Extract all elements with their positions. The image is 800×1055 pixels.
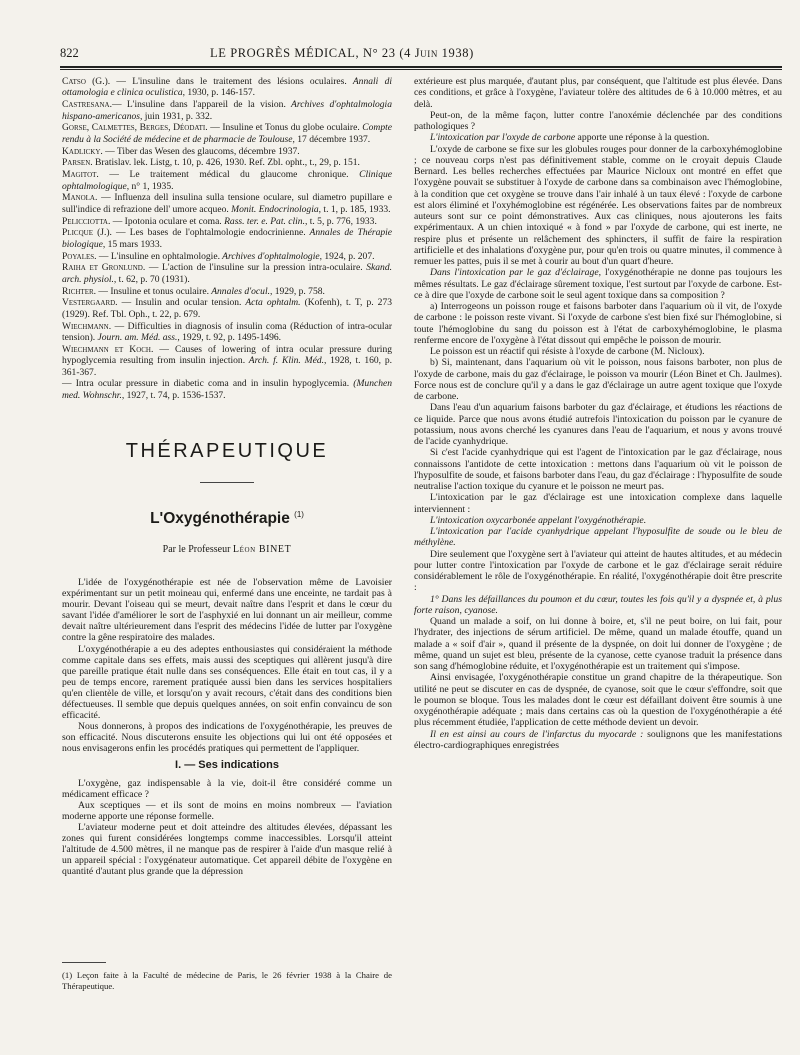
paragraph [414, 267, 782, 301]
reference-author: Wiechmann. [62, 320, 112, 332]
paragraph-text: Peut-on, de la même façon, lutter contre l'anoxémie déclenchée par des conditions pathologiques ? [414, 109, 782, 132]
header-rule [60, 66, 782, 70]
reference-source: Compte rendu à la Société de médecine et de pharmacie de Toulouse [62, 122, 392, 145]
reference-text: — Le traitement médical du glaucome chronique. [98, 169, 349, 181]
paragraph [414, 76, 782, 110]
paragraph [414, 301, 782, 346]
article-byline [62, 544, 392, 555]
paragraph [414, 110, 782, 133]
paragraph-text: Dans l'eau d'un aquarium faisons barboter du gaz d'éclairage, et étudions les réactions de ce liquide. Parce que nous avons étudié autrefois l'intoxication du poisson par le cyanure de potassium, nous avons cherché les cyanures dans l'eau de l'aquarium, et nous y avons trouvé de l'acide cyanhydrique. [414, 402, 782, 447]
article-title [62, 510, 392, 528]
reference-source: Journ. am. Méd. ass. [95, 332, 178, 344]
reference-text: — Insuline et Tonus du globe oculaire. [207, 122, 360, 134]
reference-source: Acta ophtalm. [241, 297, 301, 309]
paragraph [414, 526, 782, 549]
reference-entry [62, 99, 392, 122]
reference-text: — Intra ocular pressure in diabetic coma and in insulin hypoglycemia. [62, 378, 350, 390]
reference-text: — Insulin and ocular tension. [117, 297, 242, 309]
reference-author: Catso (G.). [62, 76, 111, 87]
reference-source: Annales d'ocul. [208, 285, 270, 297]
reference-author: Parsen. [62, 157, 93, 169]
section-title: THÉRAPEUTIQUE [125, 440, 329, 462]
reference-entry [62, 146, 392, 157]
reference-author: Manola. [62, 192, 98, 204]
reference-entry [62, 321, 392, 344]
paragraph [414, 616, 782, 672]
italic-lead: Dans l'intoxication par le gaz d'éclairage, [430, 267, 602, 279]
reference-text: — L'insuline dans le traitement des lésions oculaires. [110, 76, 347, 87]
reference-entry [62, 378, 392, 401]
reference-text: — Insuline et tonus oculaire. [96, 285, 209, 297]
paragraph-text: Ainsi envisagée, l'oxygénothérapie constitue un grand chapitre de la thérapeutique. Son utilité ne peut se discuter en cas de dyspnée, de cyanose, soit que le cœur s'effondre, soit que le poumon se bloque. Tous les malades dont le cœur est défaillant doivent être soumis à une oxygénothérapie adéquate ; mais dans certains cas où la question de l'oxygénothérapie a été plus récemment étudiée, l'application de cette méthode devient un devoir. [414, 672, 782, 729]
paragraph-text: soulignons que les manifestations électro-cardiographiques enregistrées [414, 728, 782, 751]
reference-text: — Influenza dell insulina sulla tensione oculare, sul diametro pupillare e sull'indice di refrazione dell' umore acqueo. [62, 192, 392, 215]
reference-author: Kadlicky. [62, 145, 103, 157]
article-title-note: (1) [294, 510, 304, 519]
italic-lead: Il en est ainsi au cours de l'infarctus du myocarde : [430, 728, 644, 740]
italic-lead: L'intoxication oxycarbonée appelant l'oxygénothérapie. [430, 514, 647, 526]
article-body-right [414, 76, 782, 751]
reference-entry [62, 344, 392, 378]
reference-text: — Difficulties in diagnosis of insulin coma (Réduction of intra-ocular tension). [62, 320, 392, 344]
paragraph: Nous donnerons, à propos des indications de l'oxygénothérapie, les preuves de son efficacité. Nous discuterons ensuite les objections qui lui ont été opposées et nous envisagerons enfin les procédés pratiques qui permettent de l'appliquer. [62, 721, 392, 755]
reference-entry [62, 76, 392, 99]
reference-tail: , 1929, t. 92, p. 1495-1496. [177, 332, 282, 344]
reference-source: (Munchen med. Wohnschr. [62, 378, 392, 401]
byline-prefix: Par le Professeur [162, 544, 233, 555]
reference-tail: , 1924, p. 207. [319, 250, 375, 262]
subsection-heading: I. — Ses indications [175, 758, 279, 771]
paragraph-text: Le poisson est un réactif qui résiste à l'oxyde de carbone (M. Nicloux). [430, 346, 705, 357]
paragraph-text: Si c'est l'acide cyanhydrique qui est l'agent de l'intoxication par le gaz d'éclairage, nous connaissons l'antidote de cette intoxication : mettons dans l'aquarium où vit le poisson de l'hyposulfite de soude, et faisons barboter dans l'eau, du gaz d'éclairage : l'hyposulfite de soude neutralise l'action toxique du cyanure et le poisson ne meurt pas. [414, 447, 783, 492]
reference-entry [62, 251, 392, 262]
reference-entry [62, 216, 392, 227]
paragraph [414, 132, 782, 143]
reference-source: Annali di ottamologia e clinica oculistica [62, 76, 392, 99]
reference-tail: , juin 1931, p. 332. [139, 110, 213, 122]
footnote: (1) Leçon faite à la Faculté de médecine de Paris, le 26 février 1938 à la Chaire de Thérapeutique. [62, 970, 392, 991]
reference-entry [62, 297, 392, 320]
reference-entry [62, 169, 392, 192]
paragraph-text: Quand un malade a soif, on lui donne à boire, et, s'il ne peut boire, on lui fait, pour l'hydrater, des injections de sérum artificiel. De même, quand un malade étouffe, quand un malade a « soif d'air », quand il présente de la dyspnée, on doit lui donner de l'oxygène ; de même, quand un sujet est bleu, présente de la cyanose, cette cyanose traduit la présence dans son sang d'hémoglobine réduite, et l'oxygénothérapie est un traitement qui s'impose. [414, 616, 782, 672]
reference-source: Monit. Endocrinologia [228, 203, 319, 215]
reference-author: Poyales. [62, 250, 97, 262]
paragraph [414, 402, 782, 447]
reference-tail: , 15 mars 1933. [102, 238, 162, 250]
paragraph-text: apporte une réponse à la question. [575, 132, 710, 144]
reference-author: Magitot. [62, 169, 99, 181]
paragraph [414, 357, 782, 402]
paragraph [414, 594, 782, 617]
reference-source: Annales de Thérapie biologique [62, 227, 393, 250]
references-list [62, 76, 392, 402]
paragraph [414, 144, 782, 268]
reference-entry [62, 122, 392, 145]
author-name: Léon BINET [232, 544, 292, 555]
reference-source: Skand. arch. physiol. [62, 262, 392, 285]
article-title-text: L'Oxygénothérapie [150, 510, 290, 528]
article-body-left [62, 577, 392, 877]
paragraph-text: L'intoxication par le gaz d'éclairage est une intoxication complexe dans laquelle interviennent : [414, 492, 782, 515]
reference-text: — Tiber das Wesen des glaucoms, décembre 1937. [102, 145, 300, 157]
reference-tail: , 1930, p. 146-157. [182, 87, 256, 99]
reference-text: — L'action de l'insuline sur la pression intra-oculaire. [145, 262, 363, 274]
reference-source: Arch. f. Klin. Méd. [245, 355, 324, 367]
reference-text: — L'insuline dans l'appareil de la vision. [111, 99, 286, 111]
reference-author: Richter. [62, 285, 97, 297]
reference-tail: , 1927, t. 74, p. 1536-1537. [121, 389, 226, 401]
italic-lead: L'intoxication par l'oxyde de carbone [430, 132, 576, 144]
reference-author: Plicque (J.). [62, 227, 112, 239]
reference-text: — Ipotonia oculare et coma. [110, 215, 222, 227]
paragraph: L'idée de l'oxygénothérapie est née de l'observation même de Lavoisier expérimentant sur un petit moineau qui, enfermé dans une enceinte, ne tardait pas à mourir. Devant l'oiseau qui se meurt, devait naître dans l'esprit et dans le cœur du savant l'idée d'améliorer le sort de l'asphyxié en lui donnant un air meilleur, comme devait naître ultérieurement dans l'esprit des médecins l'idée de lutter par l'oxygène contre la gêne respiratoire des malades. [62, 577, 392, 644]
paragraph [414, 447, 782, 492]
paragraph [414, 492, 782, 515]
reference-entry [62, 227, 392, 250]
reference-source: Archives d'ophtalmologie [219, 250, 320, 262]
italic-lead: L'intoxication par l'acide cyanhydrique appelant l'hyposulfite de soude ou le bleu de méthylène. [414, 526, 782, 549]
paragraph [414, 515, 782, 526]
reference-entry [62, 192, 392, 215]
reference-entry [62, 262, 392, 285]
paragraph-text: extérieure est plus marquée, d'autant plus, par conséquent, que l'altitude est plus élevée. Dans ces conditions, et grâce à l'oxygène, l'aviateur tolère des altitudes de 6 à 10.000 mètres, et au delà. [414, 76, 782, 110]
reference-source: Archives d'ophtalmologia hispano-americanos [62, 99, 392, 122]
reference-tail: , 1928, t. 160, p. 361-367. [62, 355, 393, 378]
italic-lead: 1° Dans les défaillances du poumon et du cœur, toutes les fois qu'il y a dyspnée et, à plus forte raison, cyanose. [414, 593, 782, 616]
footnote-rule [62, 962, 106, 963]
paragraph: L'oxygénothérapie a eu des adeptes enthousiastes qui considéraient la méthode comme capitale dans ses effets, mais aussi des sceptiques qui allèrent jusqu'à dire que pareille pratique était nulle dans ses conséquences. Elle était en tout cas, il y a peu de temps encore, rarement pratiquée aussi bien dans les services hospitaliers qu'en clientèle de ville, et lorsqu'on y avait recours, c'était dans des conditions bien défectueuses. Il semble que depuis quelques années, on soit enfin convaincu de son efficacité. [62, 643, 392, 722]
reference-author: Gorse, Calmettes, Berges, Déodati. [62, 122, 208, 134]
reference-author: Castresana. [62, 99, 112, 111]
reference-author: Vestergaard. [62, 297, 118, 309]
reference-source: Rass. ter. e. Pat. clin. [221, 215, 305, 227]
reference-entry [62, 286, 392, 297]
reference-author: Wiechmann et Koch. [62, 343, 154, 355]
paragraph [414, 729, 782, 752]
reference-text: Bratislav. lek. Listg, [92, 157, 173, 169]
reference-entry [62, 157, 392, 168]
paragraph [414, 346, 782, 357]
paragraph: Aux sceptiques — et ils sont de moins en moins nombreux — l'aviation moderne apporte une réponse formelle. [62, 799, 392, 822]
paragraph-text: l'oxygénothérapie ne donne pas toujours les mêmes résultats. Le gaz d'éclairage sûrement toxique, l'est surtout par l'oxyde de carbone. Est-ce à dire que l'oxyde de carbone soit le seul agent toxique dans sa composition ? [414, 267, 782, 301]
section-divider [200, 482, 254, 483]
paragraph [414, 549, 782, 594]
reference-tail: , 17 décembre 1937. [292, 133, 371, 145]
reference-tail: , 1929, p. 758. [269, 285, 325, 297]
reference-tail: (Kofenh), t. T, p. 273 (1929). Ref. Tbl. Oph., t. 22, p. 679. [62, 297, 392, 320]
journal-header: LE PROGRÈS MÉDICAL, N° 23 (4 Juin 1938) [210, 46, 474, 60]
paragraph: L'aviateur moderne peut et doit atteindre des altitudes élevées, dépassant les zones qui furent considérées longtemps comme inaccessibles. Lorsqu'il atteint l'altitude de 4.500 mètres, il ne manque pas de respirer à l'aide d'un masque relié à un appareil spécial : l'oxygénateur automatique. Cet appareil débite de l'oxygène en quantité d'autant plus grande que la dépression [62, 821, 392, 878]
paragraph-text: L'oxyde de carbone se fixe sur les globules rouges pour donner de la carboxyhémoglobine ; ce nouveau corps n'est pas définitivement stable, comme on le croyait depuis Claude Bernard. Les belles recherches effectuées par Maurice Nicloux ont montré en effet que l'oxygène pouvait se substituer à l'oxyde de carbone dans sa combinaison avec l'hémoglobine, à la condition que cet oxygène se trouve dans l'air inhalé à un taux élevé : l'oxyde de carbone est alors éliminé et l'oxyhémoglobine est régénérée. Les observations faites par de nombreux auteurs sont sur ce point démonstratives. Aux cas cliniques, nous ajouterons les faits expérimentaux. A un chien intoxiqué « à fond » par l'oxyde de carbone, qui est inerte, ne respire plus et présente un relâchement des sphincters, il suffit de faire la respiration artificielle et des inhalations d'oxygène pur, pour qu'en trois ou quatre minutes, il commence à remuer les pattes, puis il se met à courir au bout d'un quart d'heure. [414, 143, 782, 267]
reference-text: — Les bases de l'ophtalmologie endocrinienne. [111, 227, 306, 239]
reference-source: Clinique ophtalmologique [62, 169, 392, 192]
reference-tail: , t. 5, p. 776, 1933. [304, 215, 377, 227]
reference-tail: , n° 1, 1935. [126, 180, 174, 192]
page-number: 822 [60, 46, 79, 60]
reference-text: — Causes of lowering of intra ocular pressure during hypoglycemia resulting from insulin injection. [62, 343, 392, 367]
reference-author: Raiha et Gronlund. [62, 262, 146, 274]
paragraph: L'oxygène, gaz indispensable à la vie, doit-il être considéré comme un médicament efficace ? [62, 777, 392, 800]
reference-text: — L'insuline en ophtalmologie. [96, 250, 220, 262]
paragraph-text: Dire seulement que l'oxygène sert à l'aviateur qui atteint de hautes altitudes, et au médecin pour lutter contre l'intoxication par l'oxyde de carbone et le gaz d'éclairage serait réduire considérablement le rôle de l'oxygénothérapie. En réalité, l'oxygénothérapie doit être prescrite : [414, 548, 782, 594]
paragraph-text: b) Si, maintenant, dans l'aquarium où vit le poisson, nous faisons barboter, non plus de l'oxyde de carbone, mais du gaz d'éclairage, le poisson va mourir (Léon Binet et Ch. Jaulmes). Force nous est de conclure qu'il y a dans le gaz d'éclairage un autre agent toxique que l'oxyde de carbone. [414, 357, 782, 402]
paragraph-text: a) Interrogeons un poisson rouge et faisons barboter dans l'aquarium où il vit, de l'oxyde de carbone : le poisson reste vivant. Si l'oxyde de carbone s'est bien fixé sur l'hémoglobine, si toute l'hémoglobine du sang du poisson est à l'état de carboxyhémoglobine, le plasma renferme encore de l'oxygène à l'état dissout qui empêche le poisson de mourir. [414, 301, 782, 346]
reference-tail: , t. 1, p. 185, 1933. [318, 203, 391, 215]
reference-author: Pelicciotta. [62, 215, 111, 227]
paragraph [414, 672, 782, 728]
reference-tail: , t. 62, p. 70 (1931). [113, 273, 190, 285]
reference-tail: t. 10, p. 426, 1930. Ref. Zbl. opht., t., 29, p. 151. [172, 157, 360, 169]
